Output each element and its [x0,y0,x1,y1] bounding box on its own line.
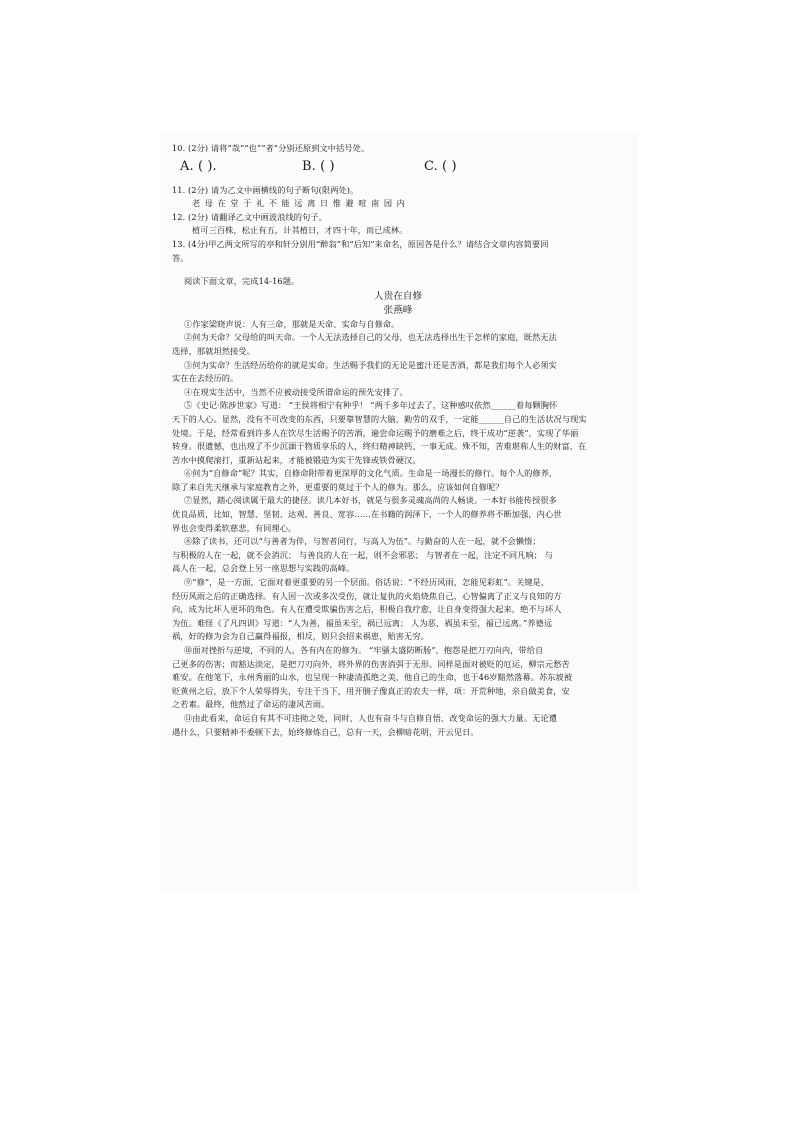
article-line: 祸，好的修为会为自己赢得福报，相反，则只会招来祸患，贻害无穷。 [172,631,429,642]
option-a: A. ( ). [180,158,217,174]
article-line: 之若素。最终，他熬过了命运的凄风苦雨。 [172,699,330,710]
article-line: ⑧除了读书，还可以“与善者为伴，与智者同行，与高人为伍”。与勤奋的人在一起，就不会懒惰； [184,536,541,547]
document-content [172,142,624,739]
article-line: ⑨“修”，是一方面，它面对着更重要的另一个层面。俗话说：“不经历风雨，怎能见彩虹”。关键是， [184,577,550,588]
article-line: 优良品质，比如，智慧、坚韧、达观、善良、宽容……在书籍的润泽下，一个人的修养将不断加强，内心世 [172,509,562,520]
article-line: 选择，那就坦然接受。 [172,345,255,356]
article-body [172,318,624,739]
article-line: ⑪由此看来，命运自有其不可违拗之处，同时，人也有奋斗与自修自悟、改变命运的强大力量。无论遭 [184,712,557,723]
question-11: 11. (2分) 请为乙文中画横线的句子断句(限两处)。 [172,184,359,195]
article-line: 为伍。难怪《了凡四训》写道：“人为善，福虽未至，祸已远离； 人为恶，祸虽未至，福已远离。”养德远 [172,617,553,628]
article-line: 难安。在他笔下，永州秀丽的山水，也呈现一种凄清孤绝之美，他自己的生命，也于46岁黯然落幕。苏东坡被 [172,672,573,683]
article-line: 转身。很遗憾，也出现了不少沉湎于物质享乐的人，终归精神缺钙、一事无成。殊不知，苦难堪称人生的财富，在 [172,441,587,452]
reading-intro: 阅读下面文章，完成14-16题。 [184,276,300,287]
article-line: 高人在一起，总会登上另一座思想与实践的高峰。 [172,563,355,574]
article-title: 人贵在自修 [374,290,422,302]
article-author: 张燕峰 [383,304,413,316]
article-line: 经历风雨之后的正确选择。有人因一次或多次受伤，就让复仇的火焰烧焦自己，心智偏离了正义与良知的方 [172,590,562,601]
question-10-options [172,156,624,178]
article-line: ⑥何为“自修命”呢？其实，自修命附带着更深厚的文化气质。生命是一场漫长的修行。每个人的修养， [184,468,558,479]
article-line: 天下的人心。显然，没有不可改变的东西，只要靠智慧的大脑、勤劳的双手，一定能______自己的生活状况与现实 [172,413,587,424]
article-line: 遇什么，只要精神不委顿下去，始终修炼自己，总有一天，会柳暗花明，开云见日。 [172,726,479,737]
option-c: C. ( ) [424,158,457,174]
question-13-line-2: 答。 [172,252,189,263]
article-line: 苦水中摸爬滚打，重新站起来，才能被锻造为实干先锋或铁骨硬汉。 [172,454,421,465]
article-line: 贬黄州之后，放下个人荣辱得失，专注于当下，用开膀子像真正的农夫一样，项：开荒种地，亲自做美食，安 [172,685,570,696]
article-line: 界也会变得柔软慈悲，有同理心。 [172,522,297,533]
article-line: 除了来自先天继承与家庭教育之外，更重要的莫过于个人的修为。那么，应该如何自修呢？ [172,481,504,492]
article-line: ②何为天命？父母给的叫天命。一个人无法选择自己的父母，也无法选择出生于怎样的家庭，既然无法 [184,332,557,343]
article-line: ⑦显然，踏心阅读属于最大的捷径。读几本好书，就是与很多灵魂高尚的人畅谈。一本好书能传授很多 [184,495,557,506]
question-13-line-1: 13. (4分)甲乙两文所写的亭和轩分别用“醉翁”和“后知”来命名，原因各是什么？请结合文章内容简要回 [172,238,549,249]
article-line: 与积极的人在一起，就不会消沉； 与善良的人在一起，则不会邪恶； 与智者在一起，注定不同凡响； 与 [172,549,554,560]
question-12-text: 植可三百株，松止有五，计其植日，才四十年，而已成林。 [192,225,408,236]
option-b: B. ( ) [302,158,335,174]
question-10: 10. (2分) 请将“哉”“也”“者”分别还原到文中括号处。 [172,143,370,153]
article-line: 己更多的伤害；而豁达淡定，是把刀刃向外，将外界的伤害消弭于无形。同样是面对被贬的厄运，柳宗元愁苦 [172,658,570,669]
article-line: ④在现实生活中，当然不应被动接受所谓命运的预先安排了。 [184,386,408,397]
article-line: ⑤《史记·陈涉世家》写道： “王侯将相宁有种乎！ ”两千多年过去了，这种感叹依然______着每颗胸怀 [184,400,558,411]
question-11-text: 老母在堂于礼不能远离日惟避喧南园内 [192,198,410,209]
article-line: 处境。于是，经常看到许多人在饮尽生活赐予的苦酒，遍尝命运赐予的磨难之后，终于成功“逆袭”，实现了华丽 [172,427,579,438]
article-line: ⑩面对挫折与逆境，不同的人，各有内在的修为。 “牢骚太盛防断肠”，抱怨是把刀刃向内，带给自 [184,645,544,655]
article-line: ③何为实命？生活经历给你的就是实命。生活赐予我们的无论是蜜汁还是苦酒，都是我们每个人必须实 [184,359,557,370]
question-12: 12. (2分) 请翻译乙文中画波浪线的句子。 [172,211,327,222]
article-line: 实在在去经历的。 [172,373,239,384]
article-line: 向，成为比坏人更坏的角色。有人在遭受欺骗伤害之后，积极自我疗愈，让自身变得强大起来，绝不与坏人 [172,604,562,615]
article-line: ①作家梁晓声说：人有三命，那就是天命、实命与自修命。 [184,318,400,329]
